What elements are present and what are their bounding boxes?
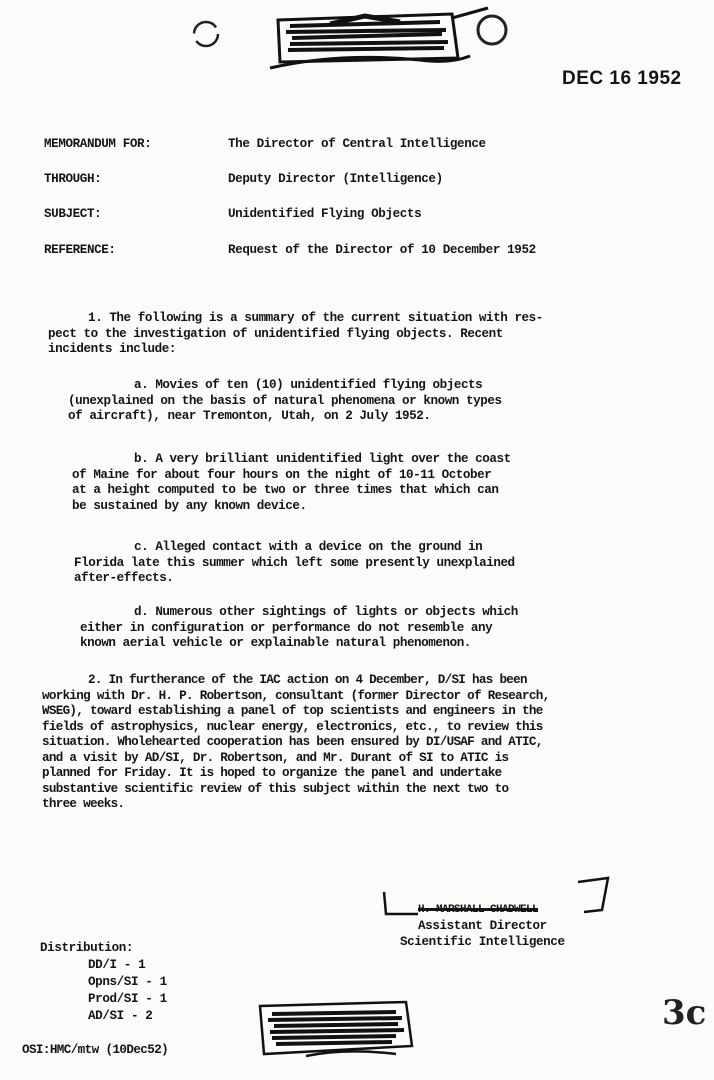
reference-value: Request of the Director of 10 December 1952 (228, 243, 536, 257)
distribution-item: Opns/SI - 1 (88, 975, 167, 989)
paragraph-2 (42, 673, 549, 813)
paragraph-1a-line: a. Movies of ten (10) unidentified flying objects (134, 378, 483, 392)
paragraph-1b-line: be sustained by any known device. (72, 498, 307, 513)
paragraph-1d-line: known aerial vehicle or explainable natural phenomenon. (80, 636, 471, 650)
memo-for-label: MEMORANDUM FOR: (44, 137, 152, 151)
paragraph-1-line: incidents include: (48, 342, 176, 356)
paragraph-2-line: WSEG), toward establishing a panel of top scientists and engineers in the (42, 704, 543, 718)
paragraph-1b-line: of Maine for about four hours on the night of 10-11 October (72, 467, 492, 482)
reference-label: REFERENCE: (44, 243, 116, 257)
paragraph-1b-line: at a height computed to be two or three times that which can (72, 483, 499, 497)
memo-for-value: The Director of Central Intelligence (228, 137, 486, 151)
top-redaction-mark (190, 4, 510, 84)
signature-title-2: Scientific Intelligence (400, 935, 565, 949)
paragraph-1-line: 1. The following is a summary of the current situation with res- (88, 311, 543, 325)
paragraph-2-line: working with Dr. H. P. Robertson, consultant (former Director of Research, (42, 688, 550, 703)
paragraph-1d-line: d. Numerous other sightings of lights or objects which (134, 605, 518, 619)
paragraph-1c-line: after-effects. (74, 571, 174, 585)
paragraph-1d (80, 605, 518, 652)
paragraph-1b-line: b. A very brilliant unidentified light over the coast (134, 452, 511, 466)
paragraph-2-line: substantive scientific review of this subject within the next two to (42, 781, 509, 796)
paragraph-2-line: three weeks. (42, 797, 125, 811)
paragraph-2-line: 2. In furtherance of the IAC action on 4 December, D/SI has been (88, 673, 527, 687)
paragraph-2-line: fields of astrophysics, nuclear energy, electronics, etc., to review this (42, 719, 543, 734)
bottom-redaction-mark (246, 994, 426, 1066)
paragraph-1c (74, 540, 515, 587)
subject-value: Unidentified Flying Objects (228, 207, 422, 221)
file-reference: OSI:HMC/mtw (10Dec52) (22, 1043, 169, 1057)
distribution-item: DD/I - 1 (88, 958, 146, 972)
paragraph-1 (48, 311, 543, 358)
through-value: Deputy Director (Intelligence) (228, 172, 443, 186)
signature-name: H. MARSHALL CHADWELL (418, 904, 539, 916)
distribution-item: Prod/SI - 1 (88, 992, 167, 1006)
distribution-label: Distribution: (40, 941, 134, 955)
paragraph-1-line: pect to the investigation of unidentified flying objects. Recent (48, 326, 503, 341)
paragraph-1a-line: of aircraft), near Tremonton, Utah, on 2 July 1952. (68, 409, 431, 423)
distribution-item: AD/SI - 2 (88, 1009, 153, 1023)
paragraph-2-line: planned for Friday. It is hoped to organize the panel and undertake (42, 766, 502, 780)
paragraph-2-line: situation. Wholehearted cooperation has been ensured by DI/USAF and ATIC, (42, 735, 543, 749)
through-label: THROUGH: (44, 172, 102, 186)
paragraph-1a (68, 378, 502, 425)
handwritten-mark: 3c (662, 993, 707, 1033)
paragraph-1b (72, 452, 511, 514)
paragraph-1c-line: Florida late this summer which left some presently unexplained (74, 555, 515, 570)
paragraph-1d-line: either in configuration or performance do not resemble any (80, 620, 493, 635)
paragraph-1c-line: c. Alleged contact with a device on the ground in (134, 540, 483, 554)
date-stamp: DEC 16 1952 (562, 68, 682, 89)
paragraph-2-line: and a visit by AD/SI, Dr. Robertson, and Mr. Durant of SI to ATIC is (42, 750, 509, 765)
signature-title-1: Assistant Director (418, 919, 547, 933)
subject-label: SUBJECT: (44, 207, 102, 221)
paragraph-1a-line: (unexplained on the basis of natural phenomena or known types (68, 393, 502, 408)
